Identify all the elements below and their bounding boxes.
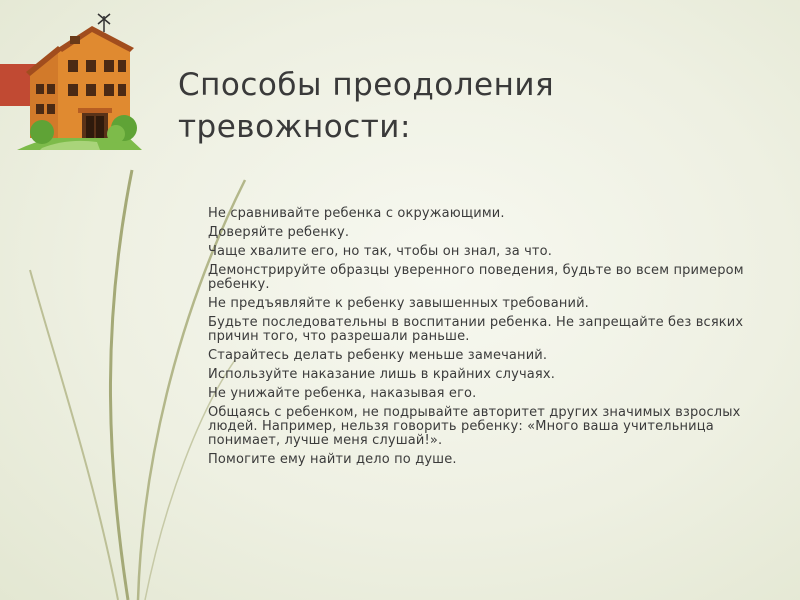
list-item-text: Не унижайте ребенка, наказывая его. (208, 386, 477, 401)
list-item (176, 207, 766, 221)
list-item (176, 368, 766, 382)
list-item (176, 297, 766, 311)
list-item (176, 264, 766, 292)
list-item-text: Доверяйте ребенку. (208, 225, 350, 240)
list-item (176, 316, 766, 344)
list-item (176, 245, 766, 259)
list-item-text: Будьте последовательны в воспитании ребенка. Не запрещайте без всяких причин того, что разрешали раньше. (208, 315, 744, 344)
bullet-list (176, 207, 766, 472)
list-item (176, 406, 766, 448)
list-item-text: Старайтесь делать ребенку меньше замечаний. (208, 348, 548, 363)
list-item-text: Не предъявляйте к ребенку завышенных требований. (208, 296, 589, 311)
list-item (176, 387, 766, 401)
list-item-text: Помогите ему найти дело по душе. (208, 452, 457, 467)
school-building-illustration (12, 10, 152, 155)
slide-title: Способы преодоления тревожности: (178, 67, 555, 145)
list-item-text: Демонстрируйте образцы уверенного поведения, будьте во всем примером ребенку. (208, 263, 744, 292)
list-item (176, 226, 766, 240)
list-item-text: Чаще хвалите его, но так, чтобы он знал, за что. (208, 244, 553, 259)
list-item-text: Общаясь с ребенком, не подрывайте авторитет других значимых взрослых людей. Например, нельзя говорить ребенку: «Много ваша учительница понимает, лучше меня слушай!». (208, 405, 741, 448)
list-item-text: Не сравнивайте ребенка с окружающими. (208, 206, 505, 221)
list-item (176, 453, 766, 467)
list-item (176, 349, 766, 363)
list-item-text: Используйте наказание лишь в крайних случаях. (208, 367, 556, 382)
